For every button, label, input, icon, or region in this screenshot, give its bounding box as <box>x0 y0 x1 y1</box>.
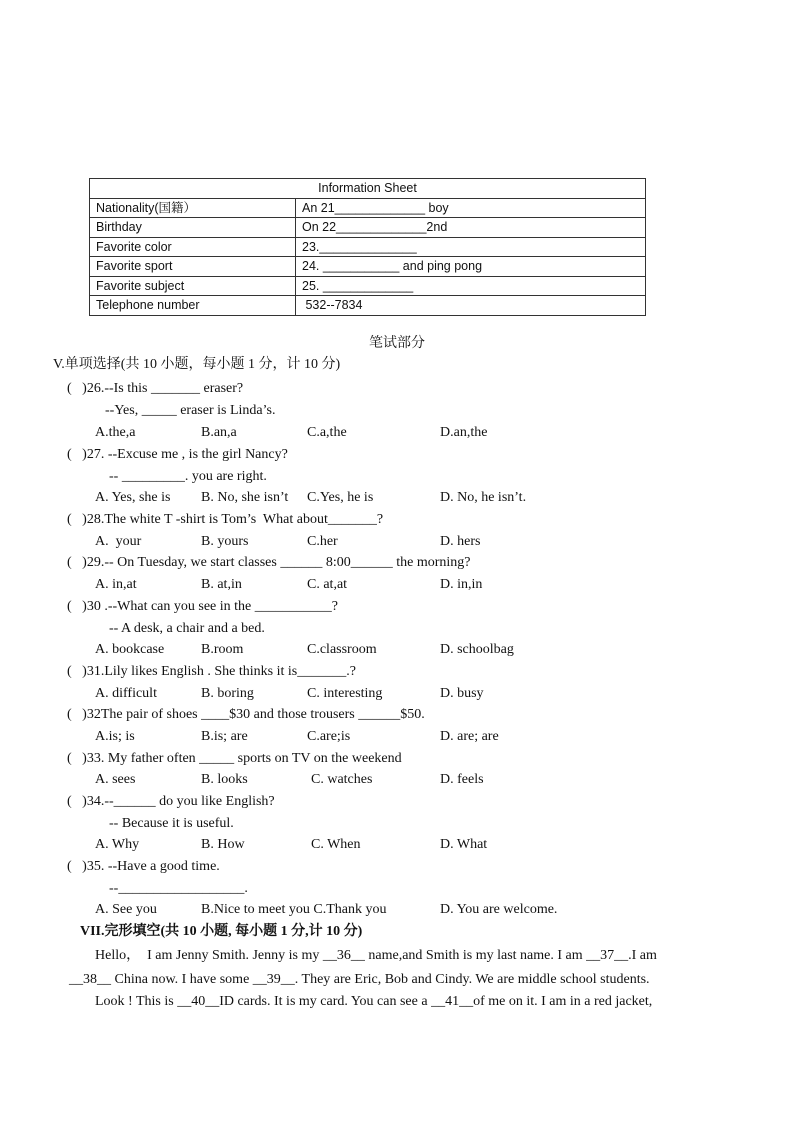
row-label: Nationality(国籍） <box>90 198 296 218</box>
question-stem: ( )26.--Is this _______ eraser? <box>67 381 244 396</box>
option-b: B. How <box>201 837 245 852</box>
option-a: A. sees <box>95 772 136 787</box>
option-b: B. at,in <box>201 577 242 592</box>
option-b: B. looks <box>201 772 248 787</box>
option-c: C. watches <box>311 772 373 787</box>
table-row <box>90 296 646 316</box>
option-a: A. See you <box>95 902 157 917</box>
table-row <box>90 276 646 296</box>
option-b: B.Nice to meet you C.Thank you <box>201 902 387 917</box>
question-reply: --__________________. <box>109 881 248 896</box>
option-d: D. busy <box>440 686 484 701</box>
option-b: B. boring <box>201 686 254 701</box>
part7-heading: VII.完形填空(共 10 小题, 每小题 1 分,计 10 分) <box>80 924 363 939</box>
question-stem: ( )34.--______ do you like English? <box>67 794 275 809</box>
option-d: D. What <box>440 837 488 852</box>
option-a: A. in,at <box>95 577 137 592</box>
option-a: A. your <box>95 534 142 549</box>
row-value: On 22_____________2nd <box>296 218 646 238</box>
row-value: An 21_____________ boy <box>296 198 646 218</box>
part5-heading: V.单项选择(共 10 小题，每小题 1 分，计 10 分) <box>53 357 341 372</box>
question-stem: ( )28.The white T -shirt is Tom’s What about_______? <box>67 512 384 527</box>
table-row <box>90 257 646 277</box>
question-stem: ( )32The pair of shoes ____$30 and those trousers ______$50. <box>67 707 425 722</box>
info-sheet-title: Information Sheet <box>90 179 646 199</box>
option-c: C. When <box>311 837 361 852</box>
option-b: B. No, she isn’t <box>201 490 289 505</box>
row-label: Favorite subject <box>90 276 296 296</box>
option-d: D. feels <box>440 772 484 787</box>
option-d: D. No, he isn’t. <box>440 490 527 505</box>
row-value: 24. ___________ and ping pong <box>296 257 646 277</box>
option-c: C.classroom <box>307 642 377 657</box>
option-a: A.is; is <box>95 729 135 744</box>
information-sheet-table <box>89 178 646 316</box>
option-d: D. You are welcome. <box>440 902 558 917</box>
option-a: A. bookcase <box>95 642 165 657</box>
option-b: B.an,a <box>201 425 237 440</box>
option-c: C.her <box>307 534 338 549</box>
row-label: Telephone number <box>90 296 296 316</box>
passage-line: Look ! This is __40__ID cards. It is my card. You can see a __41__of me on it. I am in a red jacket, <box>95 994 653 1009</box>
option-b: B.room <box>201 642 244 657</box>
question-reply: -- Because it is useful. <box>109 816 234 831</box>
option-d: D.an,the <box>440 425 488 440</box>
option-d: D. are; are <box>440 729 499 744</box>
option-a: A. Yes, she is <box>95 490 171 505</box>
option-c: C.a,the <box>307 425 347 440</box>
passage-line: __38__ China now. I have some __39__. They are Eric, Bob and Cindy. We are middle school students. <box>69 972 650 987</box>
question-stem: ( )33. My father often _____ sports on TV on the weekend <box>67 751 402 766</box>
option-b: B.is; are <box>201 729 248 744</box>
table-row <box>90 237 646 257</box>
row-value: 532--7834 <box>296 296 646 316</box>
option-a: A.the,a <box>95 425 136 440</box>
question-reply: -- A desk, a chair and a bed. <box>109 621 265 636</box>
option-a: A. Why <box>95 837 140 852</box>
passage-line: Hello， I am Jenny Smith. Jenny is my __36__ name,and Smith is my last name. I am __37__.I am <box>95 948 657 963</box>
option-c: C. interesting <box>307 686 383 701</box>
option-c: C.Yes, he is <box>307 490 374 505</box>
option-d: D. schoolbag <box>440 642 514 657</box>
option-a: A. difficult <box>95 686 157 701</box>
question-reply: --Yes, _____ eraser is Linda’s. <box>105 403 276 418</box>
option-b: B. yours <box>201 534 249 549</box>
option-d: D. hers <box>440 534 481 549</box>
question-stem: ( )27. --Excuse me , is the girl Nancy? <box>67 447 288 462</box>
question-stem: ( )29.-- On Tuesday, we start classes ______ 8:00______ the morning? <box>67 555 471 570</box>
row-label: Birthday <box>90 218 296 238</box>
section-title: 笔试部分 <box>369 336 425 351</box>
option-c: C.are;is <box>307 729 351 744</box>
question-stem: ( )30 .--What can you see in the ___________? <box>67 599 338 614</box>
question-stem: ( )31.Lily likes English . She thinks it is_______.? <box>67 664 356 679</box>
row-value: 23.______________ <box>296 237 646 257</box>
table-row <box>90 198 646 218</box>
option-d: D. in,in <box>440 577 483 592</box>
row-label: Favorite color <box>90 237 296 257</box>
table-row <box>90 218 646 238</box>
option-c: C. at,at <box>307 577 348 592</box>
row-value: 25. _____________ <box>296 276 646 296</box>
question-reply: -- _________. you are right. <box>109 469 267 484</box>
row-label: Favorite sport <box>90 257 296 277</box>
question-stem: ( )35. --Have a good time. <box>67 859 220 874</box>
